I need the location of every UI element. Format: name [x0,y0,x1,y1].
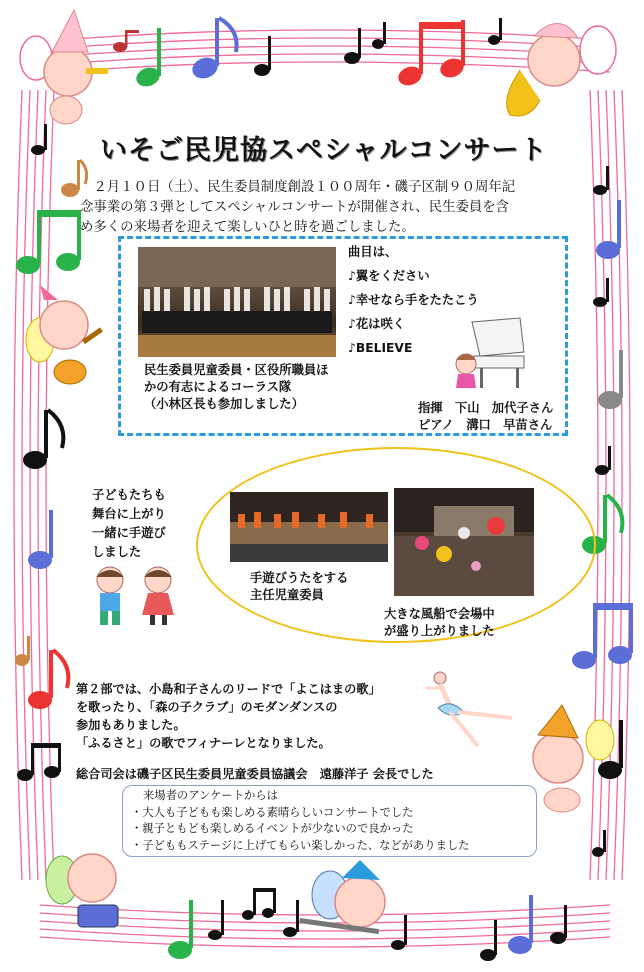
song-item: ♪幸せなら手をたたこう [348,293,479,307]
top-staff-icon [60,30,610,72]
chorus-caption: 民生委員児童委員・区役所職員ほ かの有志によるコーラス隊 （小林区長も参加しました） [144,363,329,411]
survey-heading: 来場者のアンケートからは [143,789,278,802]
cherub-drum-icon [46,854,118,927]
emcee-note: 総合司会は磯子区民生委員児童委員協議会 遠藤洋子 会長でした [76,767,434,781]
cherub-saxophone-icon [507,23,616,116]
hand-play-photo [230,492,388,562]
intro-paragraph: ２月１０日（土）、民生委員制度創設１００周年・磯子区制９０周年記 念事業の第３弾としてスペシャルコンサートが開催され、民生委員を含 め多くの来場者を迎えて楽しいひと時を過ごしました。 [80,180,516,235]
song-item: ♪BELIEVE [348,341,413,355]
survey-item: ・親子ともども楽しめるイベントが少ないので良かった [131,822,414,835]
balloon-photo [394,488,534,596]
song-list-heading: 曲目は、 [348,245,398,259]
survey-item: ・大人も子どもも楽しめる素晴らしいコンサートでした [131,805,414,819]
cherub-trumpet-icon [20,10,108,124]
cherub-horn-icon [533,705,614,812]
chorus-photo [138,247,336,357]
part-two-paragraph: 第２部では、小島和子さんのリードで「よこはまの歌」 を歌ったり、「森の子クラブ」のモダンダンスの 参加もありました。 「ふるさと」の歌でフィナーレとなりました。 [76,682,381,750]
song-item: ♪花は咲く [348,317,406,331]
page-title: いそご民児協スペシャルコンサート [100,135,548,166]
survey-box [122,785,537,857]
hand-play-caption: 手遊びうたをする 主任児童委員 [250,571,349,602]
survey-item: ・子どももステージに上げてもらい楽しかった、などがありました [131,838,470,852]
song-item: ♪翼をください [348,269,430,283]
conductor-credit: 指揮 下山 加代子さん [418,401,554,415]
girl-piano-icon [450,312,530,392]
pianist-credit: ピアノ 溝口 早苗さん [418,418,553,432]
balloon-caption: 大きな風船で会場中 が盛り上がりました [384,607,495,638]
children-illustration-icon [78,565,188,627]
kids-caption: 子どもたちも 舞台に上がり 一緒に手遊び しました [92,488,166,559]
cherub-guitar-icon [26,285,103,384]
